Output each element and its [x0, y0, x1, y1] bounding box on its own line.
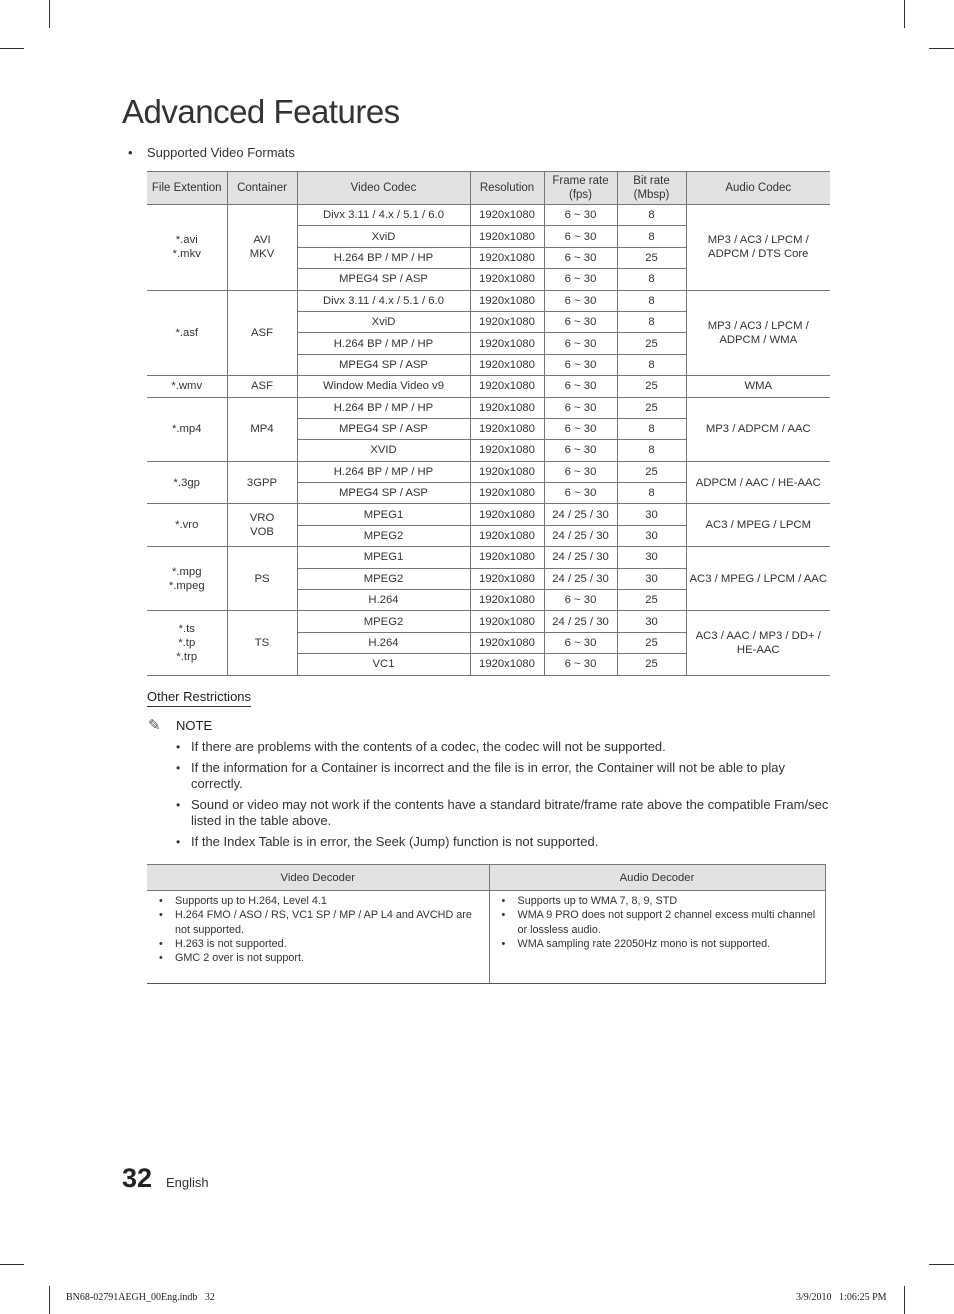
- header-bit-rate: Bit rate (Mbsp): [617, 172, 686, 205]
- list-item: • H.263 is not supported.: [151, 937, 485, 951]
- frame-rate-cell: 6 ~ 30: [544, 290, 617, 311]
- container-cell: ASF: [227, 376, 297, 397]
- resolution-cell: 1920x1080: [470, 440, 544, 461]
- frame-rate-cell: 6 ~ 30: [544, 483, 617, 504]
- crop-mark: [904, 0, 905, 28]
- crop-mark: [0, 48, 24, 49]
- bit-rate-cell: 30: [617, 611, 686, 632]
- note-item: • Sound or video may not work if the contents have a standard bitrate/frame rate above the compatible Fram/sec listed in the table above.: [174, 797, 834, 830]
- video-decoder-list: [151, 894, 485, 965]
- header-audio-codec: Audio Codec: [686, 172, 830, 205]
- note-label-text: NOTE: [176, 718, 213, 733]
- video-decoder-cell: [147, 891, 489, 984]
- resolution-cell: 1920x1080: [470, 376, 544, 397]
- resolution-cell: 1920x1080: [470, 226, 544, 247]
- frame-rate-cell: 6 ~ 30: [544, 269, 617, 290]
- crop-mark: [49, 0, 50, 28]
- bit-rate-cell: 8: [617, 418, 686, 439]
- frame-rate-cell: 6 ~ 30: [544, 461, 617, 482]
- video-codec-cell: H.264 BP / MP / HP: [297, 333, 470, 354]
- table-row: [147, 504, 830, 525]
- container-cell: PS: [227, 547, 297, 611]
- container-cell: AVI MKV: [227, 205, 297, 291]
- video-codec-cell: XviD: [297, 311, 470, 332]
- video-codec-cell: Divx 3.11 / 4.x / 5.1 / 6.0: [297, 290, 470, 311]
- frame-rate-cell: 6 ~ 30: [544, 418, 617, 439]
- resolution-cell: 1920x1080: [470, 590, 544, 611]
- frame-rate-cell: 24 / 25 / 30: [544, 547, 617, 568]
- decoder-table: [147, 864, 826, 984]
- bit-rate-cell: 25: [617, 632, 686, 653]
- frame-rate-cell: 6 ~ 30: [544, 354, 617, 375]
- bit-rate-cell: 25: [617, 397, 686, 418]
- frame-rate-cell: 24 / 25 / 30: [544, 568, 617, 589]
- frame-rate-cell: 6 ~ 30: [544, 226, 617, 247]
- video-codec-cell: MPEG2: [297, 568, 470, 589]
- frame-rate-cell: 6 ~ 30: [544, 333, 617, 354]
- bit-rate-cell: 25: [617, 376, 686, 397]
- bit-rate-cell: 8: [617, 205, 686, 226]
- frame-rate-cell: 6 ~ 30: [544, 654, 617, 675]
- bit-rate-cell: 25: [617, 247, 686, 268]
- frame-rate-cell: 6 ~ 30: [544, 376, 617, 397]
- bit-rate-cell: 25: [617, 654, 686, 675]
- bit-rate-cell: 8: [617, 440, 686, 461]
- video-codec-cell: MPEG1: [297, 547, 470, 568]
- audio-codec-cell: AC3 / MPEG / LPCM: [686, 504, 830, 547]
- resolution-cell: 1920x1080: [470, 354, 544, 375]
- audio-codec-cell: MP3 / AC3 / LPCM / ADPCM / WMA: [686, 290, 830, 376]
- page-title: Advanced Features: [122, 93, 400, 130]
- container-cell: ASF: [227, 290, 297, 376]
- video-codec-cell: MPEG2: [297, 611, 470, 632]
- section-label: [128, 145, 295, 160]
- resolution-cell: 1920x1080: [470, 397, 544, 418]
- video-codec-cell: XVID: [297, 440, 470, 461]
- table-row: [147, 205, 830, 226]
- decoder-table-header: [147, 865, 825, 891]
- header-video-decoder: Video Decoder: [147, 865, 489, 891]
- note-label: [148, 716, 212, 734]
- frame-rate-cell: 24 / 25 / 30: [544, 611, 617, 632]
- bit-rate-cell: 8: [617, 226, 686, 247]
- frame-rate-cell: 6 ~ 30: [544, 440, 617, 461]
- bit-rate-cell: 30: [617, 504, 686, 525]
- list-item: • WMA 9 PRO does not support 2 channel excess multi channel or lossless audio.: [494, 908, 821, 937]
- bit-rate-cell: 30: [617, 568, 686, 589]
- bit-rate-cell: 8: [617, 354, 686, 375]
- resolution-cell: 1920x1080: [470, 290, 544, 311]
- resolution-cell: 1920x1080: [470, 461, 544, 482]
- list-item: • H.264 FMO / ASO / RS, VC1 SP / MP / AP L4 and AVCHD are not supported.: [151, 908, 485, 937]
- header-container: Container: [227, 172, 297, 205]
- file-extension-cell: *.wmv: [147, 376, 227, 397]
- video-codec-cell: H.264 BP / MP / HP: [297, 397, 470, 418]
- resolution-cell: 1920x1080: [470, 205, 544, 226]
- header-video-codec: Video Codec: [297, 172, 470, 205]
- video-codec-cell: MPEG4 SP / ASP: [297, 269, 470, 290]
- file-extension-cell: *.ts *.tp *.trp: [147, 611, 227, 675]
- header-file-extension: File Extention: [147, 172, 227, 205]
- crop-mark: [929, 48, 954, 49]
- crop-mark: [49, 1286, 50, 1314]
- codec-table-body: [147, 205, 830, 676]
- container-cell: VRO VOB: [227, 504, 297, 547]
- footer-file-info: BN68-02791AEGH_00Eng.indb 32: [66, 1292, 215, 1303]
- audio-codec-cell: MP3 / AC3 / LPCM / ADPCM / DTS Core: [686, 205, 830, 291]
- decoder-table-row: [147, 891, 825, 984]
- header-frame-rate: Frame rate (fps): [544, 172, 617, 205]
- frame-rate-cell: 6 ~ 30: [544, 205, 617, 226]
- table-row: [147, 290, 830, 311]
- frame-rate-cell: 6 ~ 30: [544, 632, 617, 653]
- table-row: [147, 397, 830, 418]
- resolution-cell: 1920x1080: [470, 418, 544, 439]
- bit-rate-cell: 25: [617, 461, 686, 482]
- note-list: [174, 739, 834, 854]
- codec-table-header: [147, 172, 830, 205]
- frame-rate-cell: 24 / 25 / 30: [544, 504, 617, 525]
- video-codec-cell: MPEG4 SP / ASP: [297, 354, 470, 375]
- resolution-cell: 1920x1080: [470, 568, 544, 589]
- resolution-cell: 1920x1080: [470, 632, 544, 653]
- resolution-cell: 1920x1080: [470, 547, 544, 568]
- list-item: • GMC 2 over is not support.: [151, 951, 485, 965]
- video-codec-cell: MPEG4 SP / ASP: [297, 483, 470, 504]
- file-extension-cell: *.mp4: [147, 397, 227, 461]
- page-language: English: [166, 1175, 209, 1190]
- header-audio-decoder: Audio Decoder: [489, 865, 825, 891]
- bit-rate-cell: 8: [617, 269, 686, 290]
- resolution-cell: 1920x1080: [470, 269, 544, 290]
- frame-rate-cell: 24 / 25 / 30: [544, 525, 617, 546]
- other-restrictions-heading: Other Restrictions: [147, 689, 251, 707]
- video-codec-cell: MPEG2: [297, 525, 470, 546]
- crop-mark: [929, 1264, 954, 1265]
- frame-rate-cell: 6 ~ 30: [544, 247, 617, 268]
- header-resolution: Resolution: [470, 172, 544, 205]
- audio-decoder-cell: [489, 891, 825, 984]
- bit-rate-cell: 8: [617, 311, 686, 332]
- resolution-cell: 1920x1080: [470, 654, 544, 675]
- file-extension-cell: *.asf: [147, 290, 227, 376]
- bit-rate-cell: 8: [617, 290, 686, 311]
- frame-rate-cell: 6 ~ 30: [544, 397, 617, 418]
- container-cell: 3GPP: [227, 461, 297, 504]
- resolution-cell: 1920x1080: [470, 504, 544, 525]
- audio-codec-cell: ADPCM / AAC / HE-AAC: [686, 461, 830, 504]
- file-extension-cell: *.3gp: [147, 461, 227, 504]
- list-item: • Supports up to WMA 7, 8, 9, STD: [494, 894, 821, 908]
- resolution-cell: 1920x1080: [470, 525, 544, 546]
- resolution-cell: 1920x1080: [470, 483, 544, 504]
- video-codec-cell: VC1: [297, 654, 470, 675]
- video-codec-cell: H.264: [297, 590, 470, 611]
- audio-codec-cell: WMA: [686, 376, 830, 397]
- resolution-cell: 1920x1080: [470, 247, 544, 268]
- note-item: • If there are problems with the contents of a codec, the codec will not be supported.: [174, 739, 834, 756]
- footer-date: 3/9/2010 1:06:25 PM: [796, 1292, 887, 1303]
- section-label-text: Supported Video Formats: [147, 145, 295, 160]
- list-item: • Supports up to H.264, Level 4.1: [151, 894, 485, 908]
- bit-rate-cell: 25: [617, 590, 686, 611]
- table-row: [147, 461, 830, 482]
- page-number: 32: [122, 1163, 153, 1193]
- video-codec-cell: MPEG1: [297, 504, 470, 525]
- note-item: • If the Index Table is in error, the Seek (Jump) function is not supported.: [174, 834, 834, 851]
- bit-rate-cell: 25: [617, 333, 686, 354]
- crop-mark: [0, 1264, 24, 1265]
- resolution-cell: 1920x1080: [470, 611, 544, 632]
- video-codec-cell: H.264: [297, 632, 470, 653]
- table-row: [147, 611, 830, 632]
- video-codec-cell: H.264 BP / MP / HP: [297, 247, 470, 268]
- file-extension-cell: *.vro: [147, 504, 227, 547]
- container-cell: TS: [227, 611, 297, 675]
- video-codec-cell: H.264 BP / MP / HP: [297, 461, 470, 482]
- list-item: • WMA sampling rate 22050Hz mono is not supported.: [494, 937, 821, 951]
- pencil-icon: ✎: [148, 717, 161, 734]
- codec-table: [147, 171, 830, 676]
- video-codec-cell: XviD: [297, 226, 470, 247]
- frame-rate-cell: 6 ~ 30: [544, 590, 617, 611]
- bullet-icon: •: [128, 145, 133, 160]
- resolution-cell: 1920x1080: [470, 311, 544, 332]
- video-codec-cell: Window Media Video v9: [297, 376, 470, 397]
- bit-rate-cell: 8: [617, 483, 686, 504]
- video-codec-cell: MPEG4 SP / ASP: [297, 418, 470, 439]
- bit-rate-cell: 30: [617, 547, 686, 568]
- crop-mark: [904, 1286, 905, 1314]
- audio-codec-cell: AC3 / MPEG / LPCM / AAC: [686, 547, 830, 611]
- audio-codec-cell: AC3 / AAC / MP3 / DD+ / HE-AAC: [686, 611, 830, 675]
- resolution-cell: 1920x1080: [470, 333, 544, 354]
- container-cell: MP4: [227, 397, 297, 461]
- file-extension-cell: *.mpg *.mpeg: [147, 547, 227, 611]
- audio-decoder-list: [494, 894, 821, 951]
- note-item: • If the information for a Container is incorrect and the file is in error, the Container will not be able to play correctly.: [174, 760, 834, 793]
- audio-codec-cell: MP3 / ADPCM / AAC: [686, 397, 830, 461]
- frame-rate-cell: 6 ~ 30: [544, 311, 617, 332]
- file-extension-cell: *.avi *.mkv: [147, 205, 227, 291]
- video-codec-cell: Divx 3.11 / 4.x / 5.1 / 6.0: [297, 205, 470, 226]
- table-row: [147, 547, 830, 568]
- bit-rate-cell: 30: [617, 525, 686, 546]
- table-row: [147, 376, 830, 397]
